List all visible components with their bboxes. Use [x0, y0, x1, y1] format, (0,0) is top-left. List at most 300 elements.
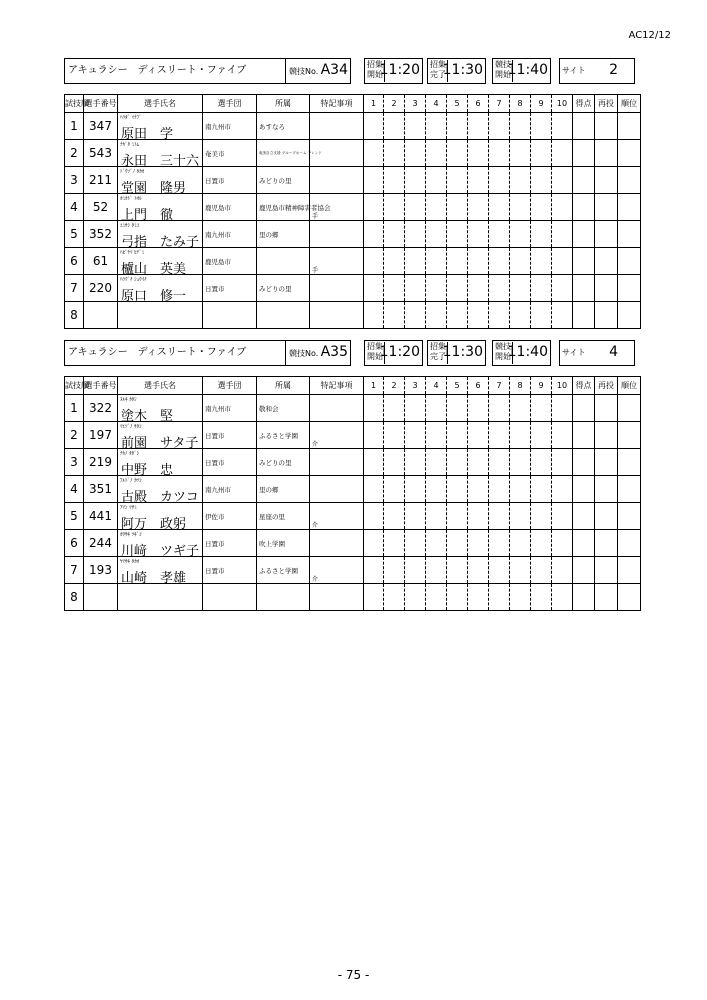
site-value: 2: [609, 62, 618, 78]
column-header-affiliation: 所属: [257, 95, 310, 113]
column-header-rethrow: 再投: [595, 377, 618, 395]
round-score-cell: [405, 503, 426, 530]
heat-sheet-block: [64, 340, 637, 604]
round-score-cell: [489, 584, 510, 611]
round-score-cell: [384, 167, 405, 194]
site-box: [559, 340, 635, 366]
round-score-cell: [489, 557, 510, 584]
round-score-cell: [531, 113, 552, 140]
round-score-cell: [384, 248, 405, 275]
table-row: [65, 530, 641, 557]
table-row: [65, 248, 641, 275]
athlete-name: 山崎 孝雄: [121, 571, 187, 586]
round-score-cell: [405, 113, 426, 140]
affiliation-cell: あすなろ: [257, 113, 310, 140]
round-score-cell: [447, 140, 468, 167]
athlete-name-cell: [118, 113, 203, 140]
round-score-cell: [489, 476, 510, 503]
round-score-cell: [468, 503, 489, 530]
rethrow-cell: [595, 248, 618, 275]
round-score-cell: [552, 530, 573, 557]
order-cell: 3: [65, 167, 84, 194]
column-header-round: 10: [552, 95, 573, 113]
round-score-cell: [447, 113, 468, 140]
table-row: [65, 167, 641, 194]
heat-header: [64, 58, 635, 86]
call-end-time: 11:30: [442, 62, 483, 78]
round-score-cell: [426, 113, 447, 140]
notes-cell: 介: [310, 422, 364, 449]
bib-cell: 543: [84, 140, 118, 167]
table-row: [65, 140, 641, 167]
round-score-cell: [489, 503, 510, 530]
bib-cell: 220: [84, 275, 118, 302]
round-score-cell: [364, 395, 384, 422]
competition-start-time: 11:40: [507, 344, 548, 360]
round-score-cell: [552, 476, 573, 503]
call-start-time: 11:20: [379, 344, 420, 360]
round-score-cell: [364, 476, 384, 503]
round-score-cell: [364, 113, 384, 140]
round-score-cell: [510, 395, 531, 422]
call-end-box: [427, 340, 486, 366]
round-score-cell: [426, 422, 447, 449]
column-header-name: 選手氏名: [118, 377, 203, 395]
column-header-affiliation: 所属: [257, 377, 310, 395]
team-cell: 日置市: [203, 449, 257, 476]
round-score-cell: [364, 422, 384, 449]
round-score-cell: [405, 422, 426, 449]
athlete-name-cell: [118, 302, 203, 329]
athlete-name: 中野 忠: [121, 463, 174, 478]
round-score-cell: [384, 395, 405, 422]
call-start-label: 招集開始: [366, 60, 385, 82]
athlete-name-kana: ﾊﾗｸﾞﾁ ｼｭｳｲﾁ: [120, 277, 147, 283]
rank-cell: [618, 449, 641, 476]
round-score-cell: [364, 530, 384, 557]
column-header-team: 選手団: [203, 377, 257, 395]
round-score-cell: [405, 584, 426, 611]
round-score-cell: [447, 302, 468, 329]
rank-cell: [618, 503, 641, 530]
round-score-cell: [531, 395, 552, 422]
athlete-name: 堂園 隆男: [121, 181, 187, 196]
round-score-cell: [468, 248, 489, 275]
column-header-round: 4: [426, 95, 447, 113]
site-box: [559, 58, 635, 84]
round-score-cell: [531, 422, 552, 449]
round-score-cell: [384, 221, 405, 248]
round-score-cell: [447, 275, 468, 302]
table-row: [65, 275, 641, 302]
round-score-cell: [447, 584, 468, 611]
athlete-name: 阿万 政躬: [121, 517, 187, 532]
page-number: - 75 -: [337, 968, 370, 982]
rethrow-cell: [595, 395, 618, 422]
column-header-score: 得点: [573, 95, 595, 113]
competition-number-label: 競技No.: [289, 67, 319, 76]
athlete-name: 原田 学: [121, 127, 174, 142]
round-score-cell: [552, 449, 573, 476]
round-score-cell: [468, 476, 489, 503]
column-header-notes: 特記事項: [310, 95, 364, 113]
column-header-order: 試技順: [65, 95, 84, 113]
round-score-cell: [384, 140, 405, 167]
athlete-name-cell: [118, 476, 203, 503]
score-cell: [573, 557, 595, 584]
affiliation-cell: 吹上学園: [257, 530, 310, 557]
heat-sheet-block: [64, 58, 637, 322]
athlete-name-kana: ﾏｴｿﾞﾉ ｻﾀｺ: [120, 424, 142, 430]
round-score-cell: [552, 422, 573, 449]
round-score-cell: [489, 530, 510, 557]
rethrow-cell: [595, 584, 618, 611]
athlete-name-kana: ｶﾜｻｷ ﾂｷﾞｺ: [120, 532, 142, 538]
round-score-cell: [468, 275, 489, 302]
event-title: アキュラシー ディスリート・ファイブ: [64, 58, 286, 84]
round-score-cell: [447, 476, 468, 503]
order-cell: 6: [65, 530, 84, 557]
round-score-cell: [405, 140, 426, 167]
round-score-cell: [426, 248, 447, 275]
table-row: [65, 113, 641, 140]
athlete-name-kana: ﾇﾙｷ ｶﾀｼ: [120, 397, 137, 403]
notes-cell: [310, 395, 364, 422]
round-score-cell: [552, 140, 573, 167]
round-score-cell: [552, 584, 573, 611]
round-score-cell: [468, 167, 489, 194]
round-score-cell: [364, 167, 384, 194]
affiliation-cell: 奄美自立支援 グループホーム フレンド: [257, 140, 310, 167]
athlete-name-kana: ﾊﾋﾞﾔﾏ ﾋﾃﾞﾐ: [120, 250, 145, 256]
competition-start-box: [492, 58, 551, 84]
order-cell: 1: [65, 395, 84, 422]
notes-cell: 手: [310, 194, 364, 221]
column-header-round: 2: [384, 377, 405, 395]
column-header-order: 試技順: [65, 377, 84, 395]
score-cell: [573, 194, 595, 221]
round-score-cell: [426, 449, 447, 476]
round-score-cell: [468, 557, 489, 584]
round-score-cell: [384, 275, 405, 302]
rethrow-cell: [595, 221, 618, 248]
round-score-cell: [447, 221, 468, 248]
score-cell: [573, 476, 595, 503]
athlete-name-kana: ﾅｶﾞﾀ ﾐﾄﾑ: [120, 142, 140, 148]
document-code: AC12/12: [628, 30, 671, 41]
round-score-cell: [405, 194, 426, 221]
round-score-cell: [447, 449, 468, 476]
round-score-cell: [552, 395, 573, 422]
order-cell: 4: [65, 194, 84, 221]
column-header-name: 選手氏名: [118, 95, 203, 113]
column-header-round: 8: [510, 377, 531, 395]
athlete-name: 上門 徹: [121, 208, 174, 223]
athlete-name-cell: [118, 194, 203, 221]
rank-cell: [618, 302, 641, 329]
score-cell: [573, 140, 595, 167]
affiliation-cell: みどりの里: [257, 167, 310, 194]
competition-number-label: 競技No.: [289, 349, 319, 358]
round-score-cell: [510, 221, 531, 248]
column-header-round: 3: [405, 95, 426, 113]
round-score-cell: [405, 167, 426, 194]
column-header-row: [65, 95, 641, 113]
order-cell: 2: [65, 140, 84, 167]
bib-cell: 244: [84, 530, 118, 557]
score-cell: [573, 302, 595, 329]
round-score-cell: [364, 503, 384, 530]
team-cell: 南九州市: [203, 221, 257, 248]
notes-cell: 介: [310, 557, 364, 584]
column-header-rethrow: 再投: [595, 95, 618, 113]
round-score-cell: [510, 302, 531, 329]
order-cell: 3: [65, 449, 84, 476]
call-start-time: 11:20: [379, 62, 420, 78]
column-header-rank: 順位: [618, 377, 641, 395]
round-score-cell: [489, 221, 510, 248]
bib-cell: 197: [84, 422, 118, 449]
athlete-name-kana: ｶﾐｶﾄﾞ ﾄｵﾙ: [120, 196, 142, 202]
round-score-cell: [384, 530, 405, 557]
affiliation-cell: 里の郷: [257, 476, 310, 503]
notes-cell: [310, 584, 364, 611]
rank-cell: [618, 194, 641, 221]
athlete-table: [64, 376, 641, 611]
team-cell: 日置市: [203, 557, 257, 584]
rethrow-cell: [595, 275, 618, 302]
round-score-cell: [468, 113, 489, 140]
athlete-name-kana: ﾊﾗﾀﾞ ﾏﾅﾌﾞ: [120, 115, 142, 121]
bib-cell: 61: [84, 248, 118, 275]
athlete-name: 前園 サタ子: [121, 436, 199, 451]
athlete-name-cell: [118, 584, 203, 611]
affiliation-cell: ふるさと学園: [257, 422, 310, 449]
round-score-cell: [468, 140, 489, 167]
order-cell: 7: [65, 557, 84, 584]
competition-start-box: [492, 340, 551, 366]
bib-cell: 441: [84, 503, 118, 530]
round-score-cell: [426, 530, 447, 557]
column-header-round: 4: [426, 377, 447, 395]
round-score-cell: [552, 557, 573, 584]
athlete-name-cell: [118, 557, 203, 584]
round-score-cell: [364, 275, 384, 302]
notes-cell: [310, 221, 364, 248]
athlete-name-cell: [118, 395, 203, 422]
round-score-cell: [531, 140, 552, 167]
round-score-cell: [384, 194, 405, 221]
round-score-cell: [364, 248, 384, 275]
athlete-name: 原口 修一: [121, 289, 187, 304]
athlete-name-kana: ﾕﾐｻｼ ﾀﾐｺ: [120, 223, 140, 229]
round-score-cell: [510, 476, 531, 503]
order-cell: 4: [65, 476, 84, 503]
round-score-cell: [364, 194, 384, 221]
round-score-cell: [531, 221, 552, 248]
affiliation-cell: みどりの里: [257, 449, 310, 476]
rethrow-cell: [595, 476, 618, 503]
round-score-cell: [426, 476, 447, 503]
rethrow-cell: [595, 194, 618, 221]
affiliation-cell: 星座の里: [257, 503, 310, 530]
competition-start-label: 競技開始: [494, 342, 513, 364]
team-cell: 南九州市: [203, 476, 257, 503]
call-start-label: 招集開始: [366, 342, 385, 364]
score-cell: [573, 167, 595, 194]
round-score-cell: [384, 449, 405, 476]
call-start-box: [364, 58, 423, 84]
affiliation-cell: みどりの里: [257, 275, 310, 302]
competition-number-value: A34: [320, 62, 348, 78]
rethrow-cell: [595, 503, 618, 530]
round-score-cell: [531, 302, 552, 329]
bib-cell: 347: [84, 113, 118, 140]
round-score-cell: [489, 449, 510, 476]
round-score-cell: [531, 503, 552, 530]
round-score-cell: [489, 275, 510, 302]
round-score-cell: [489, 422, 510, 449]
column-header-round: 5: [447, 377, 468, 395]
athlete-table: [64, 94, 641, 329]
round-score-cell: [447, 395, 468, 422]
round-score-cell: [468, 449, 489, 476]
table-row: [65, 395, 641, 422]
column-header-round: 2: [384, 95, 405, 113]
round-score-cell: [489, 167, 510, 194]
round-score-cell: [364, 221, 384, 248]
round-score-cell: [384, 302, 405, 329]
rank-cell: [618, 167, 641, 194]
athlete-name: 塗木 堅: [121, 409, 174, 424]
notes-cell: [310, 530, 364, 557]
order-cell: 8: [65, 584, 84, 611]
athlete-name-kana: ﾅｶﾉ ﾀﾀﾞｼ: [120, 451, 140, 457]
team-cell: 日置市: [203, 422, 257, 449]
team-cell: 鹿児島市: [203, 194, 257, 221]
round-score-cell: [426, 302, 447, 329]
site-value: 4: [609, 344, 618, 360]
round-score-cell: [426, 194, 447, 221]
score-cell: [573, 449, 595, 476]
column-header-round: 9: [531, 377, 552, 395]
affiliation-cell: ふるさと学園: [257, 557, 310, 584]
table-row: [65, 476, 641, 503]
bib-cell: 52: [84, 194, 118, 221]
score-cell: [573, 113, 595, 140]
round-score-cell: [426, 584, 447, 611]
score-cell: [573, 584, 595, 611]
round-score-cell: [384, 503, 405, 530]
column-header-round: 5: [447, 95, 468, 113]
round-score-cell: [510, 584, 531, 611]
score-cell: [573, 503, 595, 530]
rethrow-cell: [595, 557, 618, 584]
round-score-cell: [364, 449, 384, 476]
rank-cell: [618, 422, 641, 449]
round-score-cell: [468, 530, 489, 557]
rank-cell: [618, 140, 641, 167]
round-score-cell: [510, 194, 531, 221]
rank-cell: [618, 248, 641, 275]
round-score-cell: [405, 476, 426, 503]
table-row: [65, 503, 641, 530]
column-header-round: 1: [364, 95, 384, 113]
order-cell: 8: [65, 302, 84, 329]
athlete-name: 古殿 カツコ: [121, 490, 199, 505]
notes-cell: [310, 275, 364, 302]
athlete-name-kana: ｱﾏﾝ ﾏｻﾐ: [120, 505, 137, 511]
rethrow-cell: [595, 422, 618, 449]
round-score-cell: [489, 140, 510, 167]
round-score-cell: [510, 140, 531, 167]
round-score-cell: [489, 194, 510, 221]
athlete-name: 櫨山 英美: [121, 262, 187, 277]
column-header-round: 1: [364, 377, 384, 395]
round-score-cell: [405, 275, 426, 302]
column-header-round: 6: [468, 95, 489, 113]
notes-cell: 介: [310, 503, 364, 530]
round-score-cell: [510, 248, 531, 275]
athlete-name-cell: [118, 275, 203, 302]
round-score-cell: [426, 167, 447, 194]
competition-number-box: [286, 58, 351, 84]
site-label: サイト: [562, 66, 586, 75]
column-header-notes: 特記事項: [310, 377, 364, 395]
bib-cell: [84, 584, 118, 611]
bib-cell: 211: [84, 167, 118, 194]
team-cell: 南九州市: [203, 113, 257, 140]
round-score-cell: [489, 113, 510, 140]
athlete-name: 弓指 たみ子: [121, 235, 200, 250]
call-end-time: 11:30: [442, 344, 483, 360]
bib-cell: [84, 302, 118, 329]
score-cell: [573, 275, 595, 302]
rank-cell: [618, 530, 641, 557]
order-cell: 1: [65, 113, 84, 140]
notes-cell: [310, 167, 364, 194]
team-cell: 鹿児島市: [203, 248, 257, 275]
athlete-name-cell: [118, 449, 203, 476]
rethrow-cell: [595, 530, 618, 557]
rethrow-cell: [595, 449, 618, 476]
score-cell: [573, 248, 595, 275]
notes-cell: 手: [310, 248, 364, 275]
round-score-cell: [468, 221, 489, 248]
call-end-box: [427, 58, 486, 84]
round-score-cell: [364, 140, 384, 167]
round-score-cell: [405, 248, 426, 275]
round-score-cell: [489, 395, 510, 422]
round-score-cell: [405, 302, 426, 329]
order-cell: 7: [65, 275, 84, 302]
round-score-cell: [510, 275, 531, 302]
score-cell: [573, 530, 595, 557]
athlete-name-cell: [118, 422, 203, 449]
table-row: [65, 302, 641, 329]
round-score-cell: [510, 422, 531, 449]
column-header-row: [65, 377, 641, 395]
round-score-cell: [447, 194, 468, 221]
rethrow-cell: [595, 167, 618, 194]
round-score-cell: [426, 221, 447, 248]
round-score-cell: [552, 302, 573, 329]
round-score-cell: [531, 167, 552, 194]
round-score-cell: [531, 530, 552, 557]
round-score-cell: [405, 449, 426, 476]
round-score-cell: [510, 113, 531, 140]
round-score-cell: [531, 275, 552, 302]
